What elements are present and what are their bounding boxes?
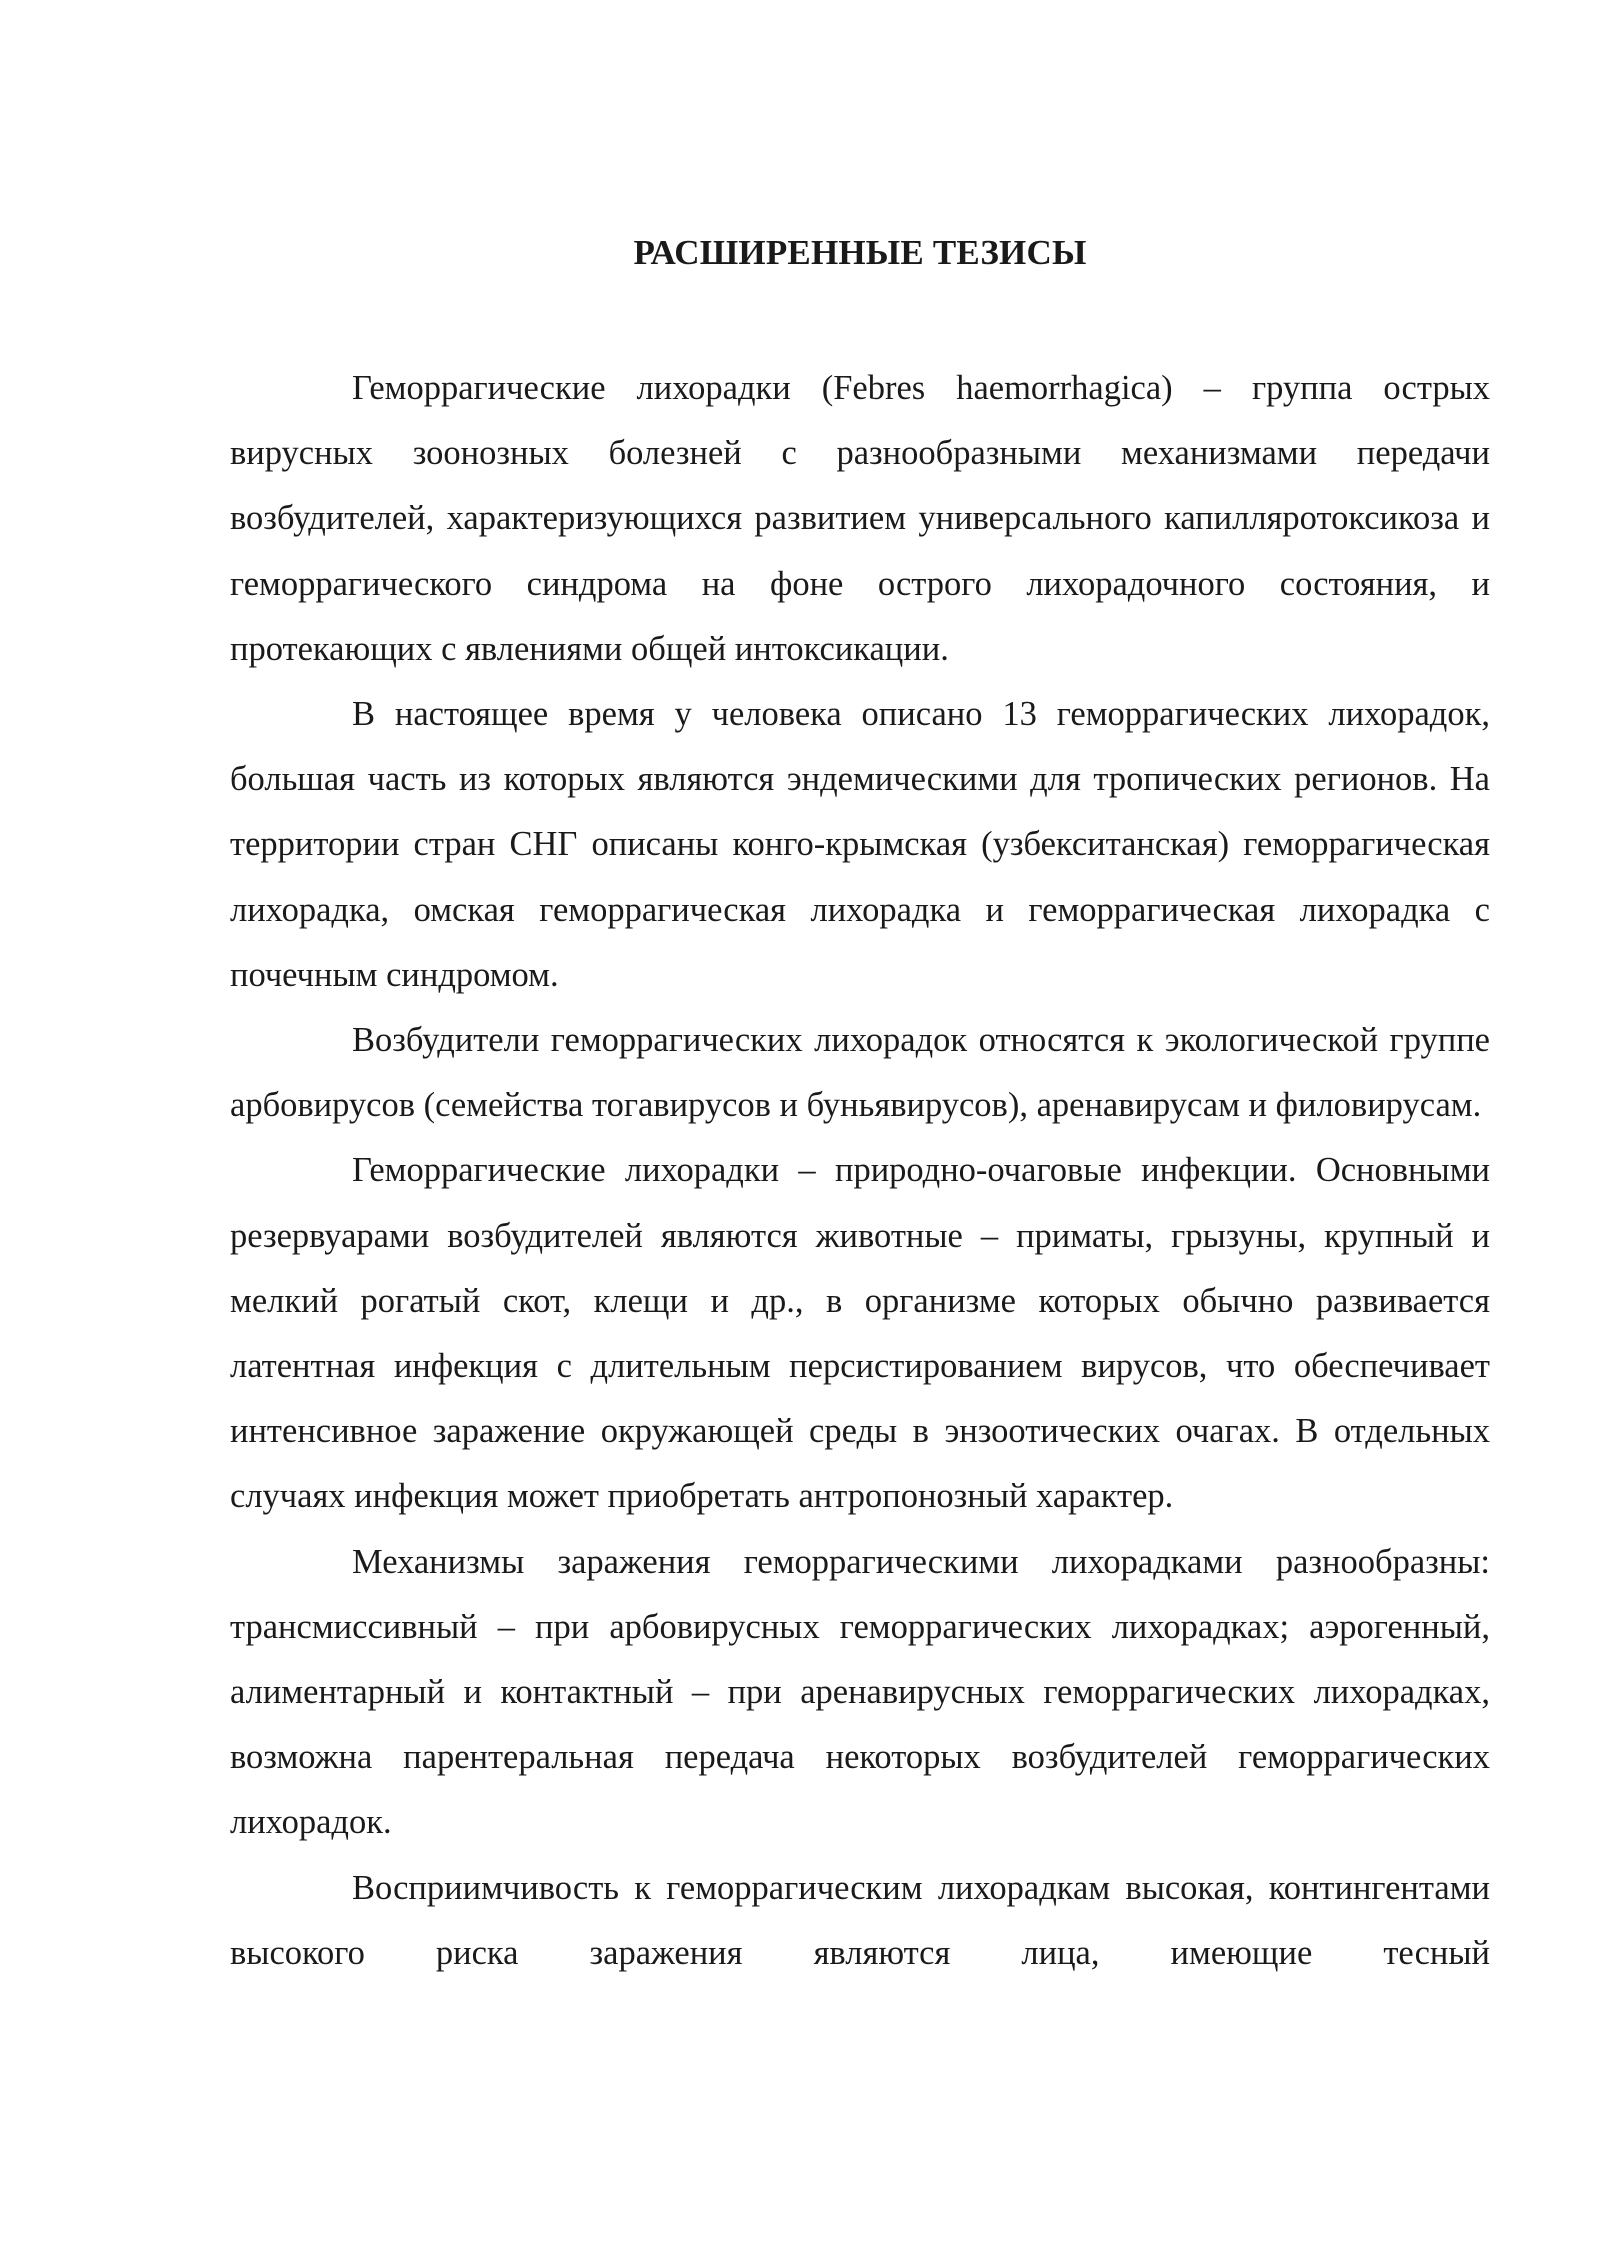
paragraph: Механизмы заражения геморрагическими лихорадками разнообразны: трансмиссивный – при арбовирусных геморрагических лихорадках; аэрогенный, алиментарный и контактный – при аренавирусных геморрагических лихорадках, возможна парентеральная передача некоторых возбудителей геморрагических лихорадок. [230, 1542, 1490, 1842]
paragraph: Восприимчивость к геморрагическим лихорадкам высокая, контингентами высокого риска заражения являются лица, имеющие тесный [230, 1868, 1490, 1972]
document-title: РАСШИРЕННЫЕ ТЕЗИСЫ [633, 233, 1087, 272]
document-body [230, 356, 1490, 1986]
paragraph: Возбудители геморрагических лихорадок относятся к экологической группе арбовирусов (семейства тогавирусов и буньявирусов), аренавирусам и филовирусам. [230, 1021, 1490, 1125]
paragraph: В настоящее время у человека описано 13 геморрагических лихорадок, большая часть из которых являются эндемическими для тропических регионов. На территории стран СНГ описаны конго-крымская (узбекситанская) геморрагическая лихорадка, омская геморрагическая лихорадка и геморрагическая лихорадка с почечным синдромом. [230, 695, 1490, 994]
paragraph: Геморрагические лихорадки – природно-очаговые инфекции. Основными резервуарами возбудителей являются животные – приматы, грызуны, крупный и мелкий рогатый скот, клещи и др., в организме которых обычно развивается латентная инфекция с длительным персистированием вирусов, что обеспечивает интенсивное заражение окружающей среды в энзоотических очагах. В отдельных случаях инфекция может приобретать антропонозный характер. [230, 1151, 1490, 1516]
paragraph: Геморрагические лихорадки (Febres haemorrhagica) – группа острых вирусных зоонозных болезней с разнообразными механизмами передачи возбудителей, характеризующихся развитием универсального капилляротоксикоза и геморрагического синдрома на фоне острого лихорадочного состояния, и протекающих с явлениями общей интоксикации. [230, 369, 1490, 668]
